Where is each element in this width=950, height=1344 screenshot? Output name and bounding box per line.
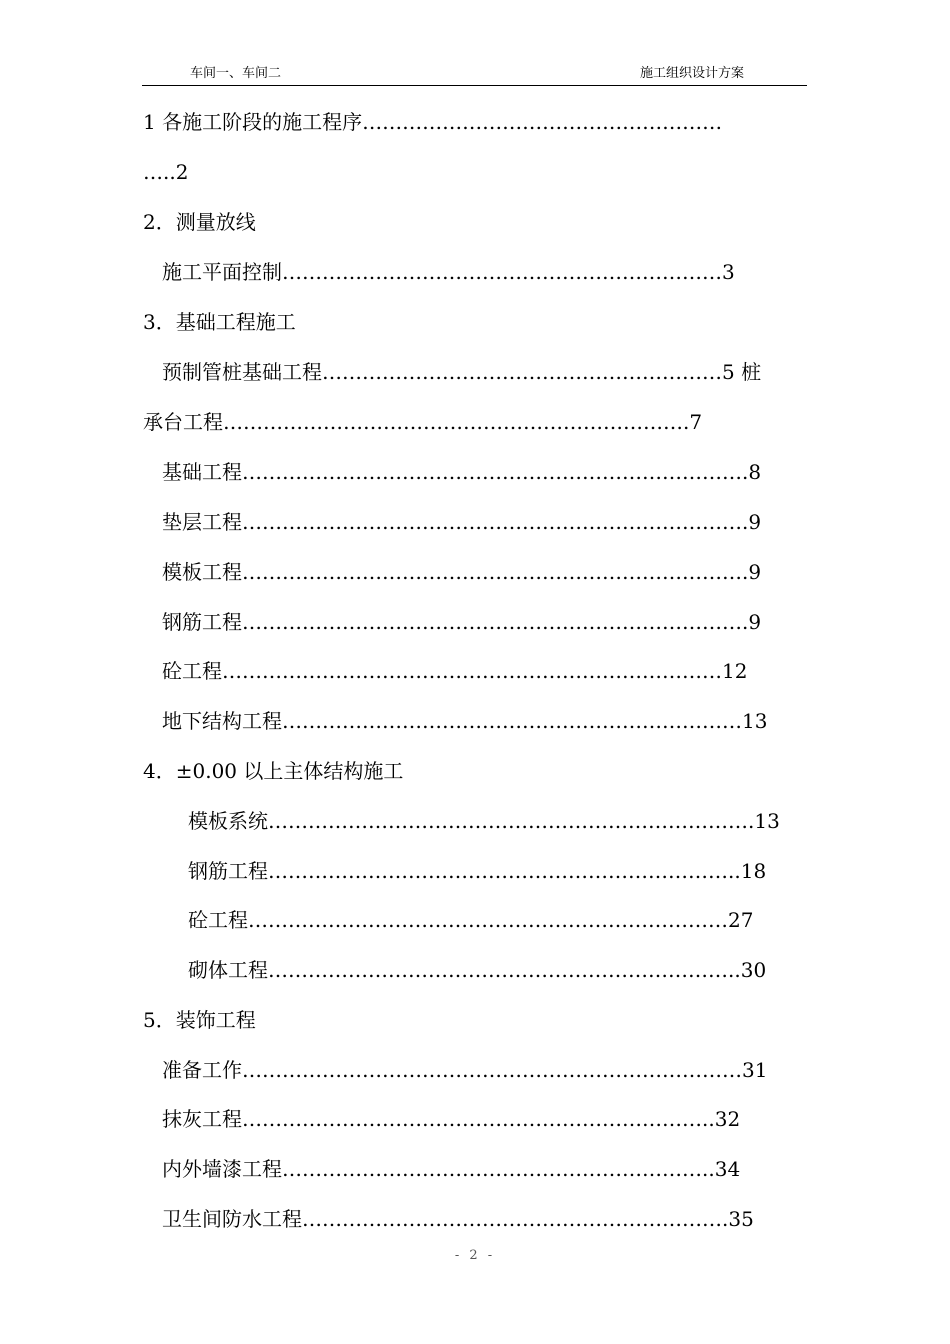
toc-entry: 施工平面控制…………………………………………………………3	[162, 260, 735, 284]
toc-section: 5．装饰工程	[143, 1008, 256, 1032]
page-number: - 2 -	[454, 1248, 496, 1263]
toc-continuation: …..2	[143, 160, 189, 184]
toc-entry: 钢筋工程………………………………………………………………….9	[162, 610, 762, 634]
header-right-text: 施工组织设计方案	[640, 66, 745, 81]
toc-entry: 砌体工程……………………………………………………………..30	[188, 958, 767, 982]
toc-section: 2．测量放线	[143, 210, 256, 234]
toc-entry: 钢筋工程……………………………………………………………..18	[188, 859, 767, 883]
toc-section: 3．基础工程施工	[143, 310, 296, 334]
toc-entry: 卫生间防水工程……………………………………………………….35	[162, 1207, 754, 1231]
toc-entry: 抹灰工程……………………………………………………………..32	[162, 1107, 741, 1131]
toc-entry: 准备工作…………………………………………………………………31	[162, 1058, 768, 1082]
header-rule	[142, 85, 807, 86]
toc-entry: 承台工程…………………………………………………………….7	[143, 410, 703, 434]
toc-entry: 内外墙漆工程………………………………………………………..34	[162, 1157, 741, 1181]
toc-entry: 预制管桩基础工程……………………………………………………5 桩	[162, 360, 762, 384]
header-left-text: 车间一、车间二	[190, 66, 282, 81]
toc-entry: 模板工程………………………………………………………………….9	[162, 560, 762, 584]
toc-entry: 砼工程………………………………………………………………27	[188, 908, 754, 932]
toc-entry: 地下结构工程……………………………………………………………13	[162, 709, 768, 733]
toc-entry: 垫层工程………………………………………………………………….9	[162, 510, 762, 534]
toc-section: 1 各施工阶段的施工程序………………………………………………	[143, 110, 723, 134]
toc-section: 4．±0.00 以上主体结构施工	[143, 759, 404, 783]
toc-entry: 基础工程………………………………………………………………….8	[162, 460, 762, 484]
toc-entry: 砼工程…………………………………………………………………12	[162, 659, 748, 683]
toc-entry: 模板系统……………………………………………………………….13	[188, 809, 780, 833]
